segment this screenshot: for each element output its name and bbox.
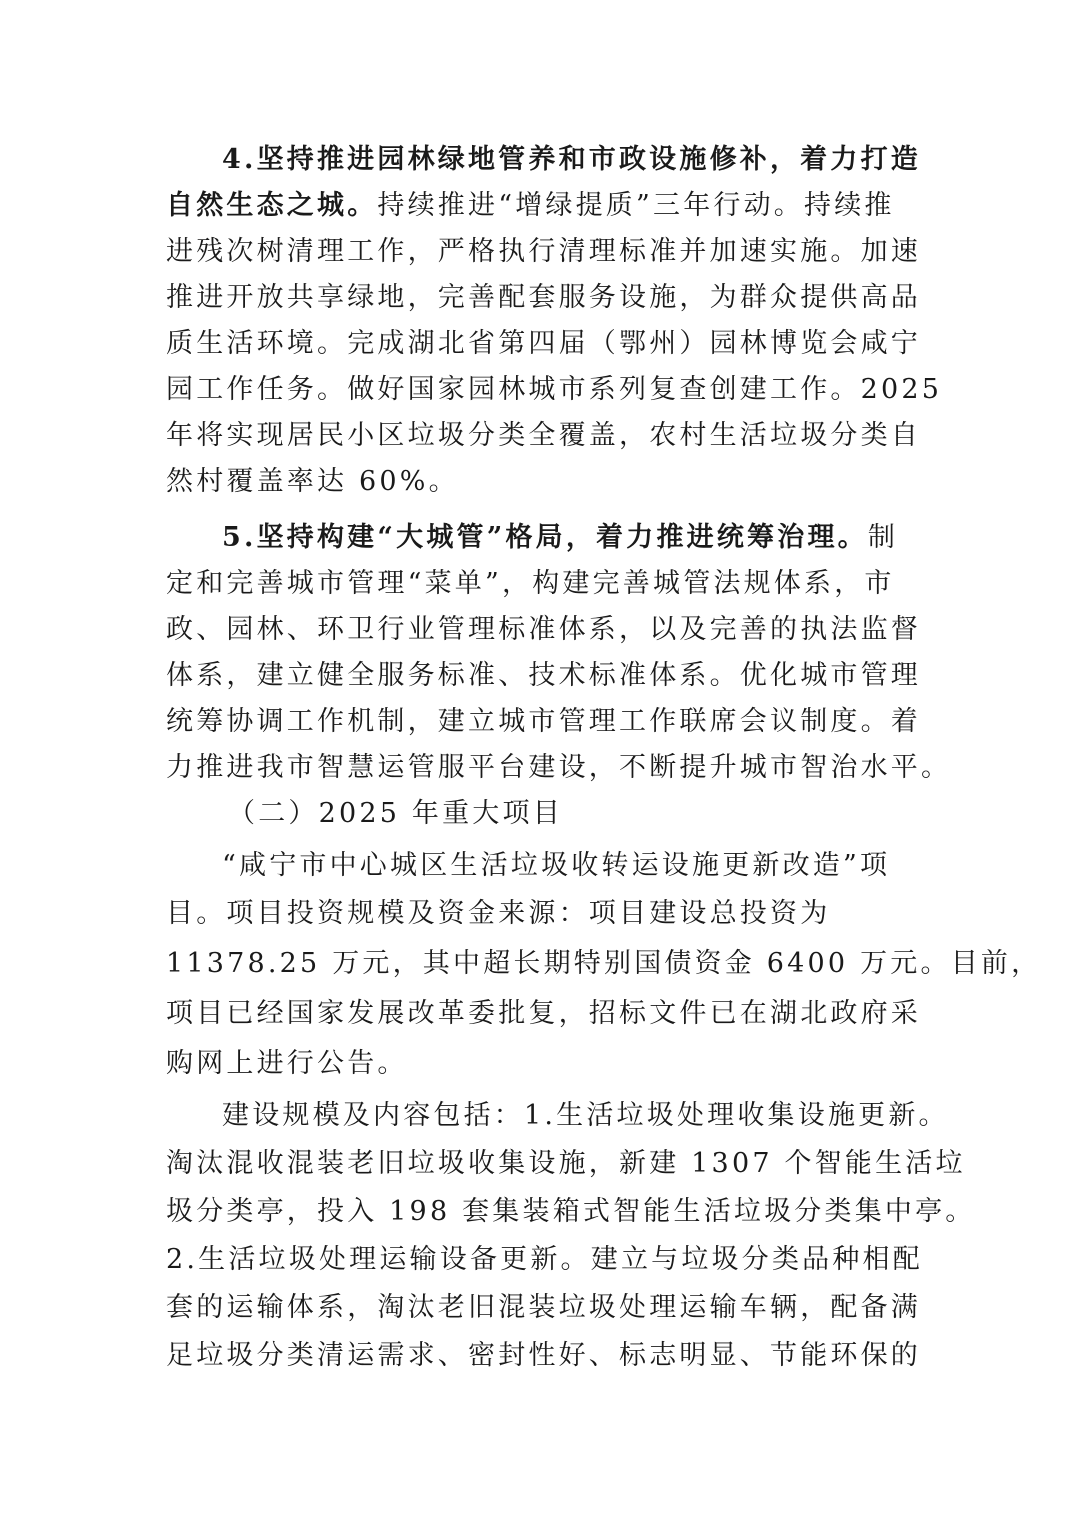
paragraph-line: 进残次树清理工作，严格执行清理标准并加速实施。加速 [166,236,921,267]
paragraph-line: 套的运输体系，淘汰老旧混装垃圾处理运输车辆，配备满 [166,1292,921,1323]
paragraph-line: 足垃圾分类清运需求、密封性好、标志明显、节能环保的 [166,1340,921,1371]
paragraph-line: 2.生活垃圾处理运输设备更新。建立与垃圾分类品种相配 [166,1244,923,1275]
section-4-text: 持续推进“增绿提质”三年行动。持续推 [377,190,895,221]
paragraph-line: 质生活环境。完成湖北省第四届（鄂州）园林博览会咸宁 [166,328,921,359]
paragraph-line: 政、园林、环卫行业管理标准体系，以及完善的执法监督 [166,614,921,645]
paragraph-line [222,518,898,558]
paragraph-line: 11378.25 万元，其中超长期特别国债资金 6400 万元。目前， [166,948,1042,979]
paragraph-line: 园工作任务。做好国家园林城市系列复查创建工作。2025 [166,374,943,405]
paragraph-line: 体系，建立健全服务标准、技术标准体系。优化城市管理 [166,660,921,691]
paragraph-line: 淘汰混收混装老旧垃圾收集设施，新建 1307 个智能生活垃 [166,1148,966,1179]
paragraph-line: 定和完善城市管理“菜单”，构建完善城管法规体系，市 [166,568,895,599]
section-4-heading-part2: 自然生态之城。 [166,190,378,221]
paragraph-line: 然村覆盖率达 60%。 [166,466,459,497]
paragraph-line: 购网上进行公告。 [166,1048,408,1079]
paragraph-line: 项目已经国家发展改革委批复，招标文件已在湖北政府采 [166,998,921,1029]
paragraph-line: “咸宁市中心城区生活垃圾收转运设施更新改造”项 [222,850,891,881]
paragraph-line: 圾分类亭，投入 198 套集装箱式智能生活垃圾分类集中亭。 [166,1196,976,1227]
paragraph-line: 统筹协调工作机制，建立城市管理工作联席会议制度。着 [166,706,921,737]
section-5-heading: 5.坚持构建“大城管”格局，着力推进统筹治理。 [222,522,868,553]
paragraph-line: 建设规模及内容包括：1.生活垃圾处理收集设施更新。 [222,1100,949,1131]
paragraph-line: 力推进我市智慧运管服平台建设，不断提升城市智治水平。 [166,752,952,783]
paragraph-line: 年将实现居民小区垃圾分类全覆盖，农村生活垃圾分类自 [166,420,921,451]
paragraph-line [222,140,921,180]
section-4-heading-part1: 4.坚持推进园林绿地管养和市政设施修补，着力打造 [222,144,921,175]
section-5-text: 制 [867,522,899,553]
section-subheading: （二）2025 年重大项目 [228,798,563,829]
paragraph-line: 目。项目投资规模及资金来源：项目建设总投资为 [166,898,831,929]
paragraph-line: 推进开放共享绿地，完善配套服务设施，为群众提供高品 [166,282,921,313]
paragraph-line [166,186,895,226]
